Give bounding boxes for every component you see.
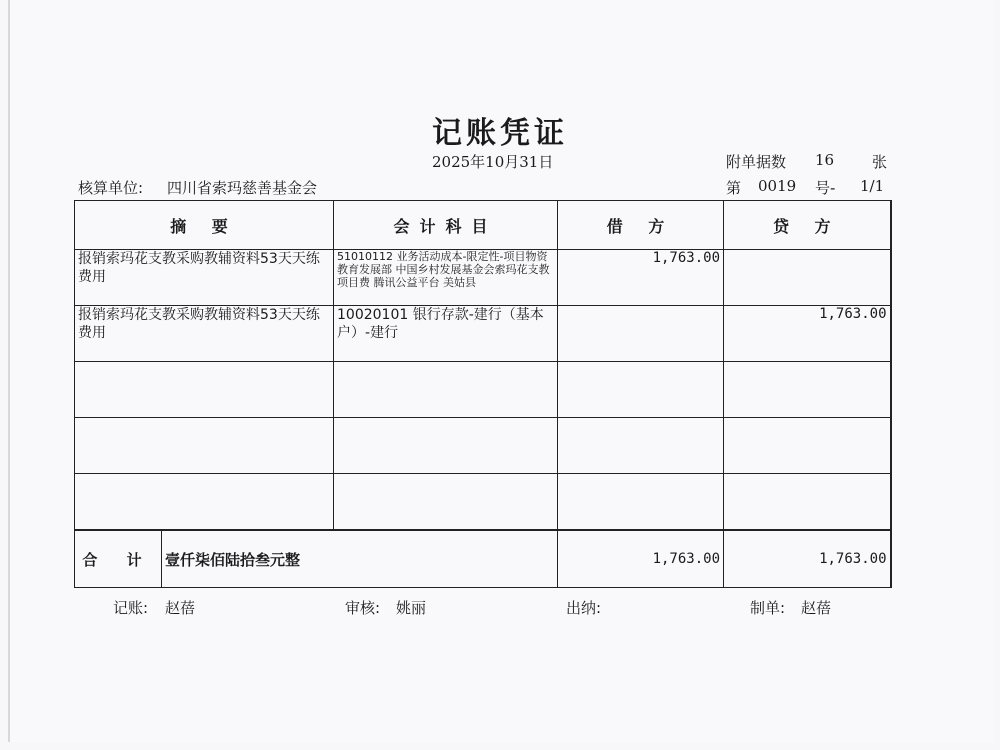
attachments-unit: 张 xyxy=(872,153,888,171)
total-label: 合 计 xyxy=(75,530,162,588)
unit-label: 核算单位: xyxy=(78,179,144,197)
row-summary: 报销索玛花支教采购教辅资料53天天练费用 xyxy=(75,250,334,306)
voucher-no-number: 0019 xyxy=(758,177,797,195)
voucher-table xyxy=(74,200,892,588)
attachments-label: 附单据数 xyxy=(726,153,787,171)
total-amount-words: 壹仟柒佰陆拾叁元整 xyxy=(162,530,558,588)
reviewer-label: 审核: xyxy=(345,599,381,617)
unit-name: 四川省索玛慈善基金会 xyxy=(167,179,318,197)
voucher-no-suffix: 号- xyxy=(815,179,836,197)
preparer-name: 赵蓓 xyxy=(801,599,832,617)
table-row xyxy=(75,306,891,362)
table-header-row xyxy=(75,201,891,250)
total-debit: 1,763.00 xyxy=(558,530,724,588)
row-account: 10020101 银行存款-建行（基本户）-建行 xyxy=(334,306,558,362)
row-debit xyxy=(558,306,724,362)
cashier-label: 出纳: xyxy=(566,599,602,617)
voucher-title: 记账凭证 xyxy=(432,116,568,151)
header-credit: 贷 方 xyxy=(724,201,891,250)
header-account: 会计科目 xyxy=(334,201,558,250)
voucher-page: 1/1 xyxy=(860,177,885,195)
voucher-date: 2025年10月31日 xyxy=(432,153,554,171)
preparer-label: 制单: xyxy=(750,599,786,617)
table-row-empty xyxy=(75,474,891,531)
total-credit: 1,763.00 xyxy=(724,530,891,588)
header-summary: 摘 要 xyxy=(75,201,334,250)
row-account: 51010112 业务活动成本-限定性-项目物资 教育发展部 中国乡村发展基金会索玛花支教 项目费 腾讯公益平台 美姑县 xyxy=(334,250,558,306)
voucher-no-prefix: 第 xyxy=(726,179,742,197)
reviewer-name: 姚丽 xyxy=(396,599,427,617)
header-debit: 借 方 xyxy=(558,201,724,250)
bookkeeper-label: 记账: xyxy=(113,599,149,617)
row-debit: 1,763.00 xyxy=(558,250,724,306)
table-row xyxy=(75,250,891,306)
row-credit: 1,763.00 xyxy=(724,306,891,362)
table-row-empty xyxy=(75,418,891,474)
row-summary: 报销索玛花支教采购教辅资料53天天练费用 xyxy=(75,306,334,362)
attachments-count: 16 xyxy=(815,151,835,169)
row-credit xyxy=(724,250,891,306)
table-row-empty xyxy=(75,362,891,418)
bookkeeper-name: 赵蓓 xyxy=(165,599,196,617)
total-row xyxy=(75,530,891,588)
